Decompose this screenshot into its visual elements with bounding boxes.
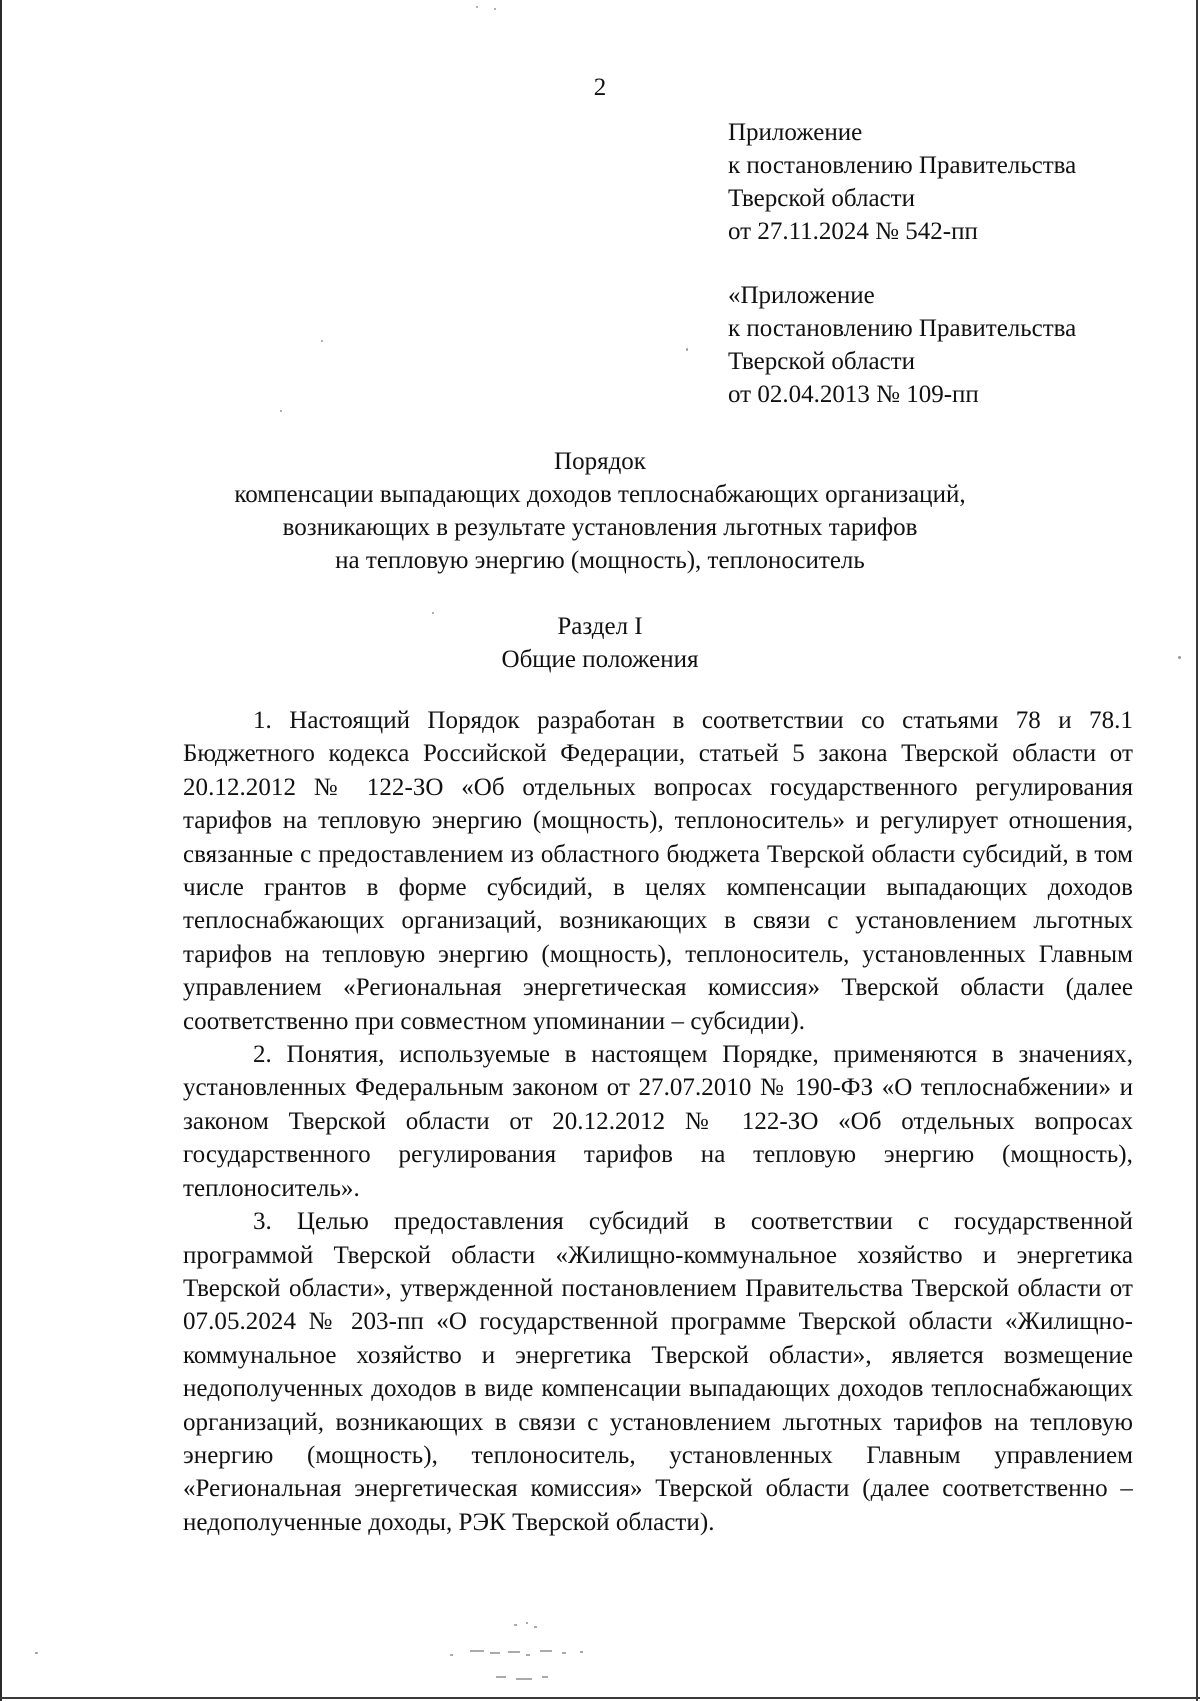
scan-edge-left <box>0 0 2 1701</box>
approval-stamp-current <box>728 116 1076 248</box>
section-name: Общие положения <box>501 646 699 673</box>
approval-line: к постановлению Правительства <box>728 315 1077 342</box>
scan-speck <box>321 340 323 342</box>
paragraph-text: 3. Целью предоставления субсидий в соответствии с государственной программой Тверской области «Жилищно-коммунальное хозяйство и энергетика Тверской области», утвержденной постановлением Правительства Тверской области от 07.05.2024 № 203-пп «О государственной программе Тверской области «Жилищно-коммунальное хозяйство и энергетика Тверской области», является возмещение недополученных доходов в виде компенсации выпадающих доходов теплоснабжающих организаций, возникающих в связи с установлением льготных тарифов на тепловую энергию (мощность), теплоноситель, установленных Главным управлением «Региональная энергетическая комиссия» Тверской области (далее соответственно – недополученные доходы, РЭК Тверской области). <box>183 1208 1133 1536</box>
scan-noise <box>430 1618 650 1688</box>
scan-speck <box>476 6 478 8</box>
title-line: возникающих в результате установления льготных тарифов <box>282 514 918 541</box>
approval-line: к постановлению Правительства <box>728 152 1077 179</box>
scan-speck <box>494 8 496 10</box>
paragraph-1 <box>183 704 1133 1038</box>
approval-line: Тверской области <box>728 348 915 375</box>
paragraph-2 <box>183 1038 1133 1205</box>
approval-line: Тверской области <box>728 185 915 212</box>
document-title <box>0 445 1200 577</box>
paragraph-3 <box>183 1205 1133 1539</box>
approval-line: Приложение <box>728 119 863 146</box>
scan-speck <box>432 612 434 614</box>
section-label: Раздел I <box>557 613 643 640</box>
scan-edge-bottom <box>0 1697 1200 1699</box>
scan-speck <box>1178 656 1181 659</box>
body-text <box>183 704 1133 1539</box>
approval-stamp-original <box>728 279 1076 411</box>
title-line: на тепловую энергию (мощность), теплоноситель <box>335 547 865 574</box>
title-heading: Порядок <box>554 448 646 475</box>
section-heading <box>0 610 1200 676</box>
page-number: 2 <box>593 74 607 101</box>
scan-speck <box>280 410 282 412</box>
approval-line: «Приложение <box>728 282 875 309</box>
approval-line: от 27.11.2024 № 542-пп <box>728 218 978 245</box>
paragraph-text: 1. Настоящий Порядок разработан в соответствии со статьями 78 и 78.1 Бюджетного кодекса Российской Федерации, статьей 5 закона Тверской области от 20.12.2012 № 122-ЗО «Об отдельных вопросах государственного регулирования тарифов на тепловую энергию (мощность), теплоноситель» и регулирует отношения, связанные с предоставлением из областного бюджета Тверской области субсидий, в том числе грантов в форме субсидий, в целях компенсации выпадающих доходов теплоснабжающих организаций, возникающих в связи с установлением льготных тарифов на тепловую энергию (мощность), теплоноситель, установленных Главным управлением «Региональная энергетическая комиссия» Тверской области (далее соответственно при совместном упоминании – субсидии). <box>183 707 1133 1035</box>
paragraph-text: 2. Понятия, используемые в настоящем Порядке, применяются в значениях, установленных Федеральным законом от 27.07.2010 № 190-ФЗ «О теплоснабжении» и законом Тверской области от 20.12.2012 № 122-ЗО «Об отдельных вопросах государственного регулирования тарифов на тепловую энергию (мощность), теплоноситель». <box>183 1041 1133 1202</box>
scan-edge-right <box>1196 0 1198 1701</box>
scan-speck <box>686 348 688 351</box>
scan-speck <box>35 1652 38 1654</box>
approval-line: от 02.04.2013 № 109-пп <box>728 381 979 408</box>
title-line: компенсации выпадающих доходов теплоснабжающих организаций, <box>234 481 966 508</box>
